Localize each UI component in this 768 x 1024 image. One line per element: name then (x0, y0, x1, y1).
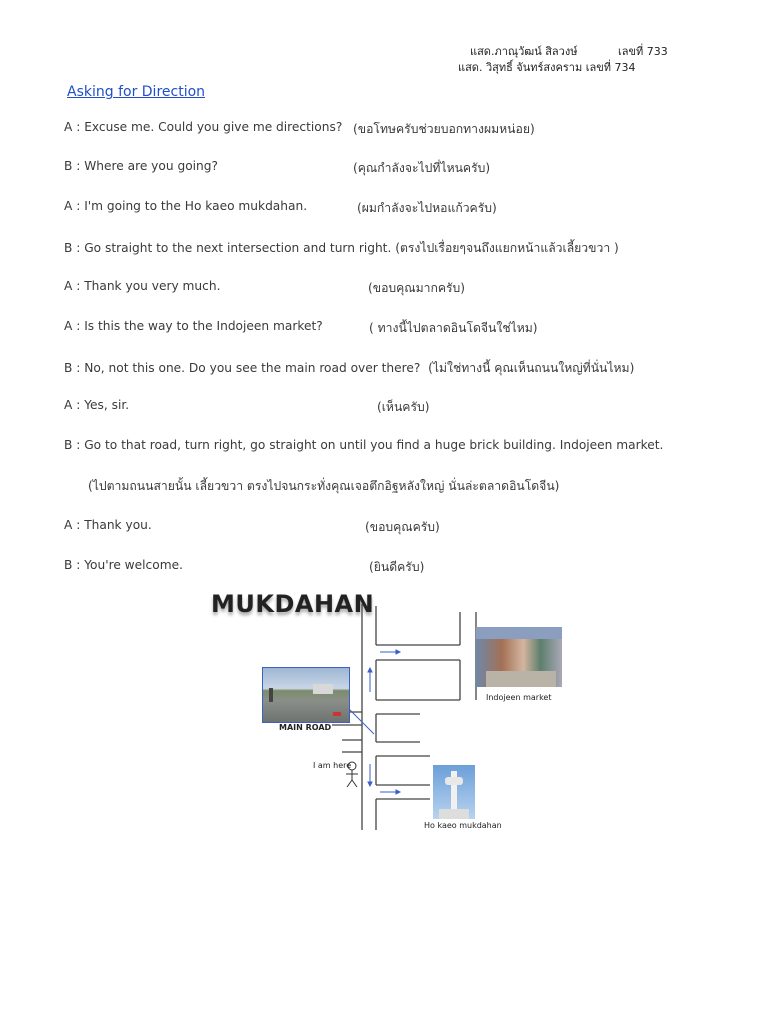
line-english: A : Thank you very much. (64, 279, 221, 293)
ho-kaeo-tower-photo (433, 765, 475, 819)
line-english: A : Thank you. (64, 518, 152, 532)
line-thai: (ตรงไปเรื่อยๆจนถึงแยกหน้าแล้วเลี้ยวขวา ) (395, 241, 619, 255)
main-road-label: MAIN ROAD (279, 723, 332, 732)
line-english: B : No, not this one. Do you see the main road over there? (64, 361, 421, 375)
page-title: Asking for Direction (67, 84, 206, 100)
line-thai: (ยินดีครับ) (369, 560, 425, 574)
i-am-here-label: I am here (313, 761, 352, 770)
author-name: แสด.ภาณุวัฒน์ สิลวงษ์ (470, 45, 578, 58)
author-number: เลขที่ 733 (618, 45, 668, 58)
indojeen-market-photo (476, 627, 562, 687)
line-thai: (ผมกำลังจะไปหอแก้วครับ) (357, 201, 497, 215)
line-english: B : Where are you going? (64, 159, 218, 173)
line-thai: (ขอบคุณครับ) (365, 520, 440, 534)
line-thai: (คุณกำลังจะไปที่ไหนครับ) (353, 161, 491, 175)
line-english: A : Yes, sir. (64, 398, 130, 412)
map-title: MUKDAHAN (211, 590, 375, 618)
main-road-photo (262, 667, 350, 723)
line-thai: (ไม่ใช่ทางนี้ คุณเห็นถนนใหญ่ที่นั่นไหม) (428, 361, 635, 375)
line-english: A : I'm going to the Ho kaeo mukdahan. (64, 199, 308, 213)
line-english: B : Go straight to the next intersection and turn right. (64, 241, 392, 255)
thai-translation-line: (ไปตามถนนสายนั้น เลี้ยวขวา ตรงไปจนกระทั่งคุณเจอตึกอิฐหลังใหญ่ นั่นล่ะตลาดอินโดจีน) (88, 479, 560, 493)
line-thai: (ขอโทษครับช่วยบอกทางผมหน่อย) (353, 122, 535, 136)
line-thai: (ขอบคุณมากครับ) (368, 281, 466, 295)
line-thai: (เห็นครับ) (377, 400, 430, 414)
line-english: A : Is this the way to the Indojeen market? (64, 319, 323, 333)
line-english: B : You're welcome. (64, 558, 183, 572)
line-thai: ( ทางนี้ไปตลาดอินโดจีนใช่ไหม) (369, 321, 538, 335)
author-number: เลขที่ 734 (585, 61, 636, 74)
indojeen-market-label: Indojeen market (486, 693, 552, 702)
line-english: B : Go to that road, turn right, go straight on until you find a huge brick building. Indojeen market. (64, 438, 664, 452)
author-name: แสด. วิสุทธิ์ จันทร์สงคราม (458, 61, 583, 74)
ho-kaeo-label: Ho kaeo mukdahan (424, 821, 502, 830)
line-english: A : Excuse me. Could you give me directions? (64, 120, 343, 134)
